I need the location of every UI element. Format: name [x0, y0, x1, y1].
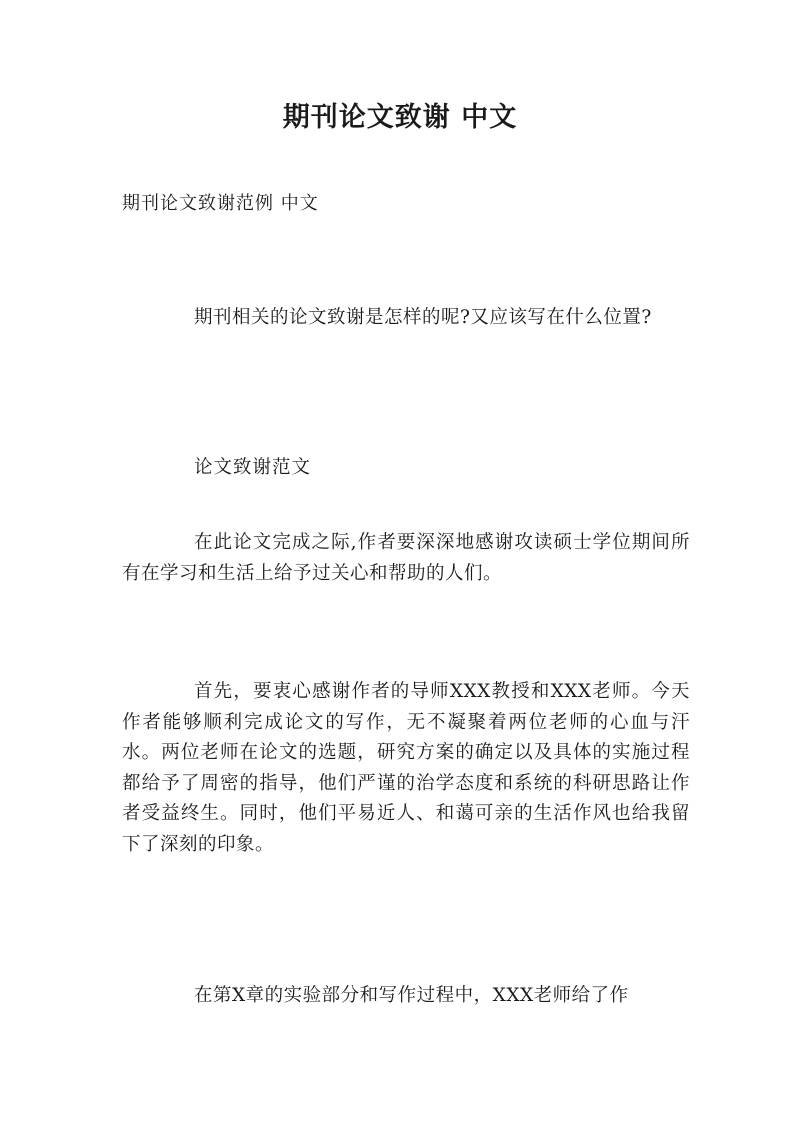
document-title: 期刊论文致谢 中文: [282, 102, 518, 133]
paragraph-intro: 在此论文完成之际,作者要深深地感谢攻读硕士学位期间所有在学习和生活上给予过关心和帮助的人们。: [122, 532, 690, 584]
document-subtitle: 期刊论文致谢范例 中文: [122, 193, 319, 214]
section-heading: 论文致谢范文: [194, 457, 312, 478]
paragraph-question: 期刊相关的论文致谢是怎样的呢?又应该写在什么位置?: [194, 307, 652, 328]
paragraph-chapter: 在第X章的实验部分和写作过程中，XXX老师给了作: [194, 985, 629, 1006]
paragraph-advisors: 首先，要衷心感谢作者的导师XXX教授和XXX老师。今天作者能够顺利完成论文的写作，无不凝聚着两位老师的心血与汗水。两位老师在论文的选题，研究方案的确定以及具体的实施过程都给予了周密的指导，他们严谨的治学态度和系统的科研思路让作者受益终生。同时，他们平易近人、和蔼可亲的生活作风也给我留下了深刻的印象。: [122, 681, 690, 855]
